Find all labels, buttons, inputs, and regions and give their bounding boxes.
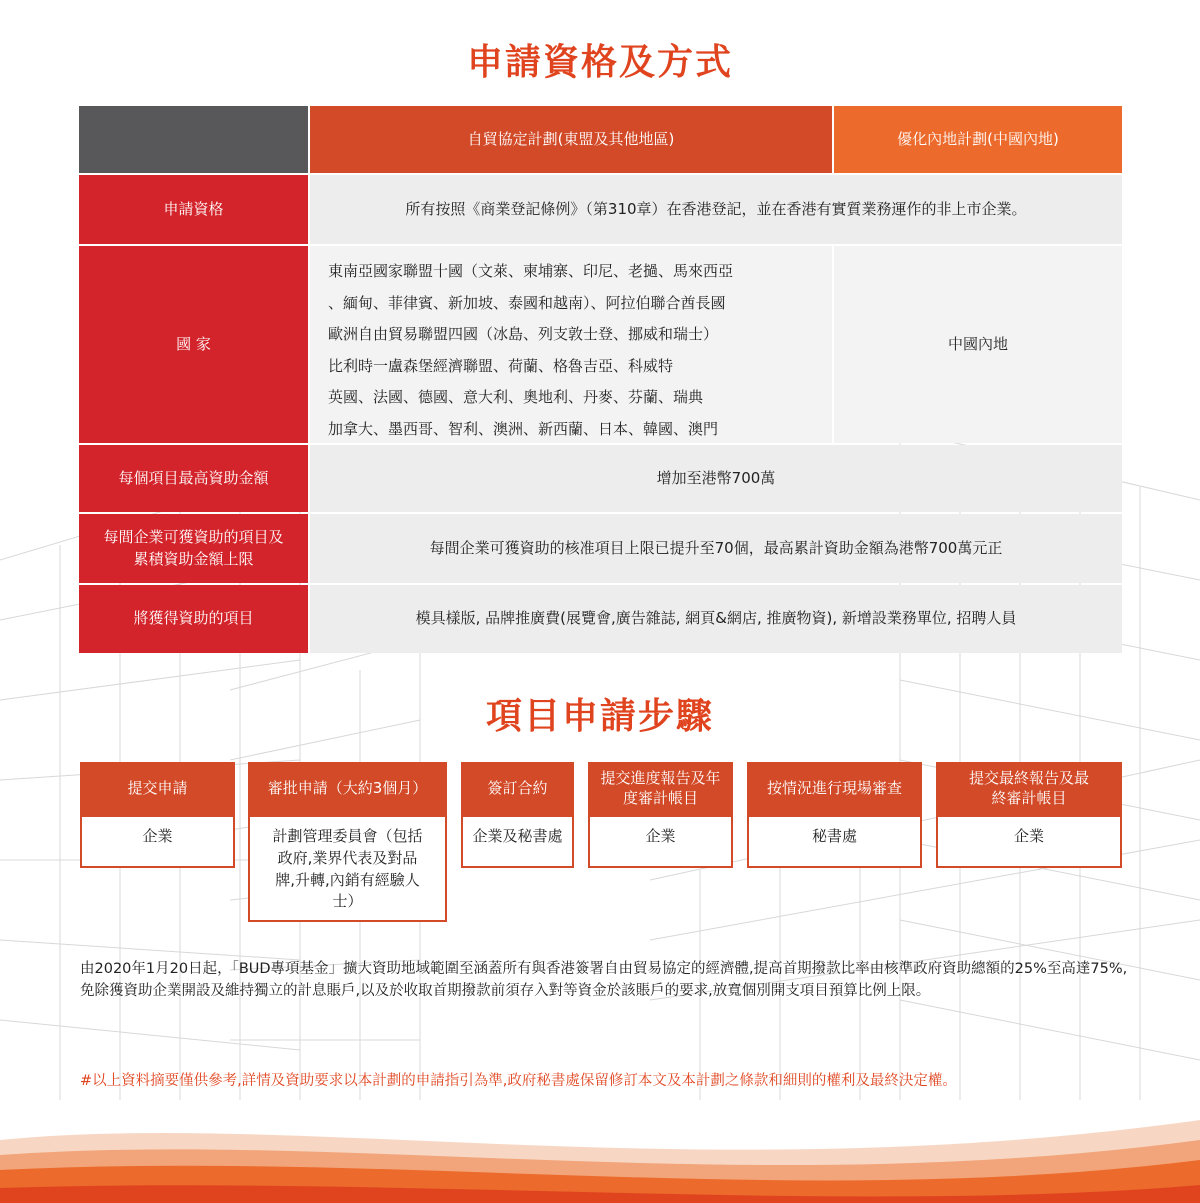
country-line: 比利時一盧森堡經濟聯盟、荷蘭、格魯吉亞、科威特 xyxy=(328,356,674,375)
step-6-body: 企業 xyxy=(936,815,1122,868)
country-line: 東南亞國家聯盟十國（文萊、柬埔寨、印尼、老撾、馬來西亞 xyxy=(328,262,734,280)
row-label-cumulative-text: 每間企業可獲資助的項目及累積資助金額上限 xyxy=(103,527,284,568)
step-2-body: 計劃管理委員會（包括政府,業界代表及對品牌,升轉,內銷有經驗人士） xyxy=(248,815,447,922)
step-5-head: 按情況進行現場審查 xyxy=(747,762,922,815)
policy-paragraph: 由2020年1月20日起，「BUD專項基金」擴大資助地域範圍至涵蓋所有與香港簽署自由貿易協定的經濟體,提高首期撥款比率由核準政府資助總額的25%至高達75%,免除獲資助企業開設及維持獨立的計息賬戶,以及於收取首期撥款前須存入對等資金於該賬戶的要求,放寬個別開支項目預算比例上限。 xyxy=(80,961,1128,999)
step-3-head: 簽訂合約 xyxy=(461,762,574,815)
eligibility-value: 所有按照《商業登記條例》（第310章）在香港登記，並在香港有實質業務運作的非上市企業。 xyxy=(310,175,1122,244)
step-6-head: 提交最終報告及最終審計帳目 xyxy=(936,762,1122,815)
funded-items-value: 模具樣版, 品牌推廣費(展覽會,廣告雜誌, 網頁&網店, 推廣物資), 新增設業務單位, 招聘人員 xyxy=(310,585,1122,653)
steps-title: 項目申請步驟 xyxy=(485,696,714,737)
footer-wave-decoration xyxy=(0,1100,1200,1203)
country-list xyxy=(310,246,832,443)
step-3-body: 企業及秘書處 xyxy=(461,815,574,868)
step-4-body: 企業 xyxy=(588,815,733,868)
country-line: 歐洲自由貿易聯盟四國（冰島、列支敦士登、挪威和瑞士） xyxy=(328,325,719,343)
step-2-head: 審批申請（大約3個月） xyxy=(248,762,447,815)
eligibility-table xyxy=(79,106,1122,653)
country-line: 、緬甸、菲律賓、新加坡、泰國和越南）、阿拉伯聯合酋長國 xyxy=(328,293,726,312)
mainland-value: 中國內地 xyxy=(834,246,1122,443)
max-funding-value: 增加至港幣700萬 xyxy=(310,445,1122,512)
country-line: 加拿大、墨西哥、智利、澳洲、新西蘭、日本、韓國、澳門 xyxy=(328,419,719,438)
header-fta-plan: 自貿協定計劃(東盟及其他地區) xyxy=(310,106,832,173)
table-corner-cell xyxy=(79,106,308,173)
row-label-eligibility: 申請資格 xyxy=(79,175,308,244)
step-4-head: 提交進度報告及年度審計帳目 xyxy=(588,762,733,815)
row-label-funded-items: 將獲得資助的項目 xyxy=(79,585,308,653)
step-1-body: 企業 xyxy=(80,815,235,868)
step-5-body: 秘書處 xyxy=(747,815,922,868)
disclaimer-note: #以上資料摘要僅供參考,詳情及資助要求以本計劃的申請指引為準,政府秘書處保留修訂本文及本計劃之條款和細則的權利及最終決定權。 xyxy=(80,1073,957,1089)
header-mainland-plan: 優化內地計劃(中國內地) xyxy=(834,106,1122,173)
page-title: 申請資格及方式 xyxy=(466,42,733,83)
country-line: 英國、法國、德國、意大利、奧地利、丹麥、芬蘭、瑞典 xyxy=(328,388,704,406)
cumulative-value: 每間企業可獲資助的核准項目上限已提升至70個，最高累計資助金額為港幣700萬元正 xyxy=(310,514,1122,583)
row-label-country: 國 家 xyxy=(79,246,308,443)
row-label-cumulative xyxy=(79,514,308,583)
step-1-head: 提交申請 xyxy=(80,762,235,815)
row-label-max-funding: 每個項目最高資助金額 xyxy=(79,445,308,512)
